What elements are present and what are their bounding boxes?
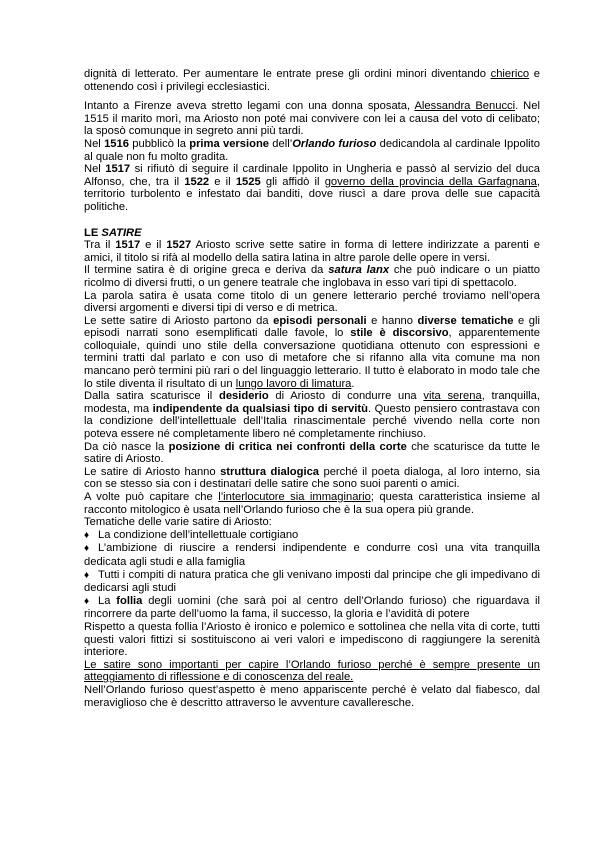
paragraph-benucci: Intanto a Firenze aveva stretto legami con una donna sposata, Alessandra Benucci. Nel 1515 il marito morì, ma Ariosto non poté mai convivere con lei a causa del voto di celibato; la sposò comunque in segreto anni più tardi. (84, 100, 540, 138)
paragraph-ordini-minori: dignità di letterato. Per aumentare le entrate prese gli ordini minori diventando chierico e ottenendo così i privilegi ecclesiastici. (84, 68, 540, 93)
underlined-term: chierico (490, 68, 530, 80)
diamond-bullet-icon: ♦ (84, 569, 90, 581)
underlined-statement: Le satire sono importanti per capire l’Orlando furioso perché è sempre presente un atteggiamento di riflessione e di conoscenza del reale. (84, 658, 540, 684)
diamond-bullet-icon: ♦ (84, 595, 90, 607)
diamond-bullet-icon: ♦ (84, 543, 90, 555)
underlined-term: vita serena (423, 390, 482, 403)
paragraph-follia: Rispetto a questa follia l’Ariosto è ironico e polemico e sottolinea che nella vita di corte, tutti questi valori fittizi si sostituiscono ai veri valori e impediscono di raggiungere la serenità interiore. (84, 620, 540, 659)
diamond-bullet-icon: ♦ (84, 529, 90, 541)
underlined-term: governo della provincia della Garfagnana (324, 175, 537, 188)
paragraph-prima-versione: Nel 1516 pubblicò la prima versione dell’Orlando furioso dedicandola al cardinale Ippolito al quale non fu molto gradita. (84, 137, 540, 163)
list-item: ♦ Tutti i compiti di natura pratica che gli venivano imposti dal principe che gli impedivano di dedicarsi agli studi (84, 568, 540, 595)
underlined-term: l’interlocutore sia immaginario (218, 491, 371, 503)
paragraph-desiderio: Dalla satira scaturisce il desiderio di Ariosto di condurre una vita serena, tranquilla, modesta, ma indipendente da qualsiasi tipo di servitù. Questo pensiero contrastava con la condizione dell’intellettuale dell’Italia rinascimentale perché vivendo nella corte non poteva essere né completamente libero né completamente rinchiuso. (84, 390, 541, 441)
paragraph-satura-lanx: Il termine satira è di origine greca e deriva da satura lanx che può indicare o un piatto ricolmo di diversi frutti, o un genere teatrale che inglobava in esso vari tipi di spettacolo. (84, 264, 540, 289)
underlined-term: Alessandra Benucci (414, 100, 516, 113)
paragraph-struttura-dialogica: Le satire di Ariosto hanno struttura dialogica perché il poeta dialoga, al loro interno, sia con se stesso sia con i destinatari delle satire che sono suoi parenti o amici. (84, 465, 540, 491)
paragraph-garfagnana: Nel 1517 si rifiutò di seguire il cardinale Ippolito in Ungheria e passò al servizio del duca Alfonso, che, tra il 1522 e il 1525 gli affidò il governo della provincia della Garfagnana, territorio turbolento e infestato dai banditi, dove riuscì a dare prova delle sue capacità politiche. (84, 163, 541, 213)
section-heading: LE SATIRE (84, 226, 142, 239)
list-item: ♦ La condizione dell’intellettuale cortigiano (84, 528, 299, 541)
paragraph-stile: Le sette satire di Ariosto partono da episodi personali e hanno diverse tematiche e gli episodi narrati sono esemplificati dalle favole, lo stile è discorsivo, apparentemente colloquiale, quindi uno stile della conversazione quotidiana ottenuto con espressioni e termini tratti dal parlato e con uso di metafore che si rifanno alla vita comune ma non mancano però termini più rari o del linguaggio letterario. Il tutto è elaborato in modo tale che lo stile diventa il risultato di un lungo lavoro di limatura. (84, 314, 540, 390)
underlined-term: lungo lavoro di limatura (235, 377, 352, 390)
paragraph-interlocutore: A volte può capitare che l’interlocutore sia immaginario; questa caratteristica insieme al racconto mitologico è usata nell’Orlando furioso che è la sua opera più grande. (84, 491, 540, 516)
paragraph-tematiche: Tematiche delle varie satire di Ariosto: (84, 516, 272, 529)
list-item: ♦ La follia degli uomini (che sarà poi al centro dell’Orlando furioso) che riguardava il rincorrere da parte dell’uomo la fama, il successo, la gloria e l’avidità di potere (84, 594, 540, 621)
paragraph-fiabesco: Nell’Orlando furioso quest’aspetto è meno appariscente perché è velato dal fiabesco, dal meraviglioso che è descritto attraverso le avventure cavalleresche. (84, 683, 540, 709)
list-item: ♦ L’ambizione di riuscire a rendersi indipendente e condurre così una vita tranquilla dedicata agli studi e alla famiglia (84, 542, 540, 568)
document-body (84, 68, 540, 709)
paragraph-importanza-satire (84, 659, 540, 684)
paragraph-parola-satira: La parola satira è usata come titolo di un genere letterario perché troviamo nell’opera diversi argomenti e diversi tipi di verso e di metrica. (84, 289, 540, 315)
paragraph-sette-satire: Tra il 1517 e il 1527 Ariosto scrive sette satire in forma di lettere indirizzate a parenti e amici, il titolo si rifà al modello della satira latina in altre parole delle opere in versi. (84, 239, 540, 264)
paragraph-critica-corte: Da ciò nasce la posizione di critica nei confronti della corte che scaturisce da tutte le satire di Ariosto. (84, 440, 540, 466)
